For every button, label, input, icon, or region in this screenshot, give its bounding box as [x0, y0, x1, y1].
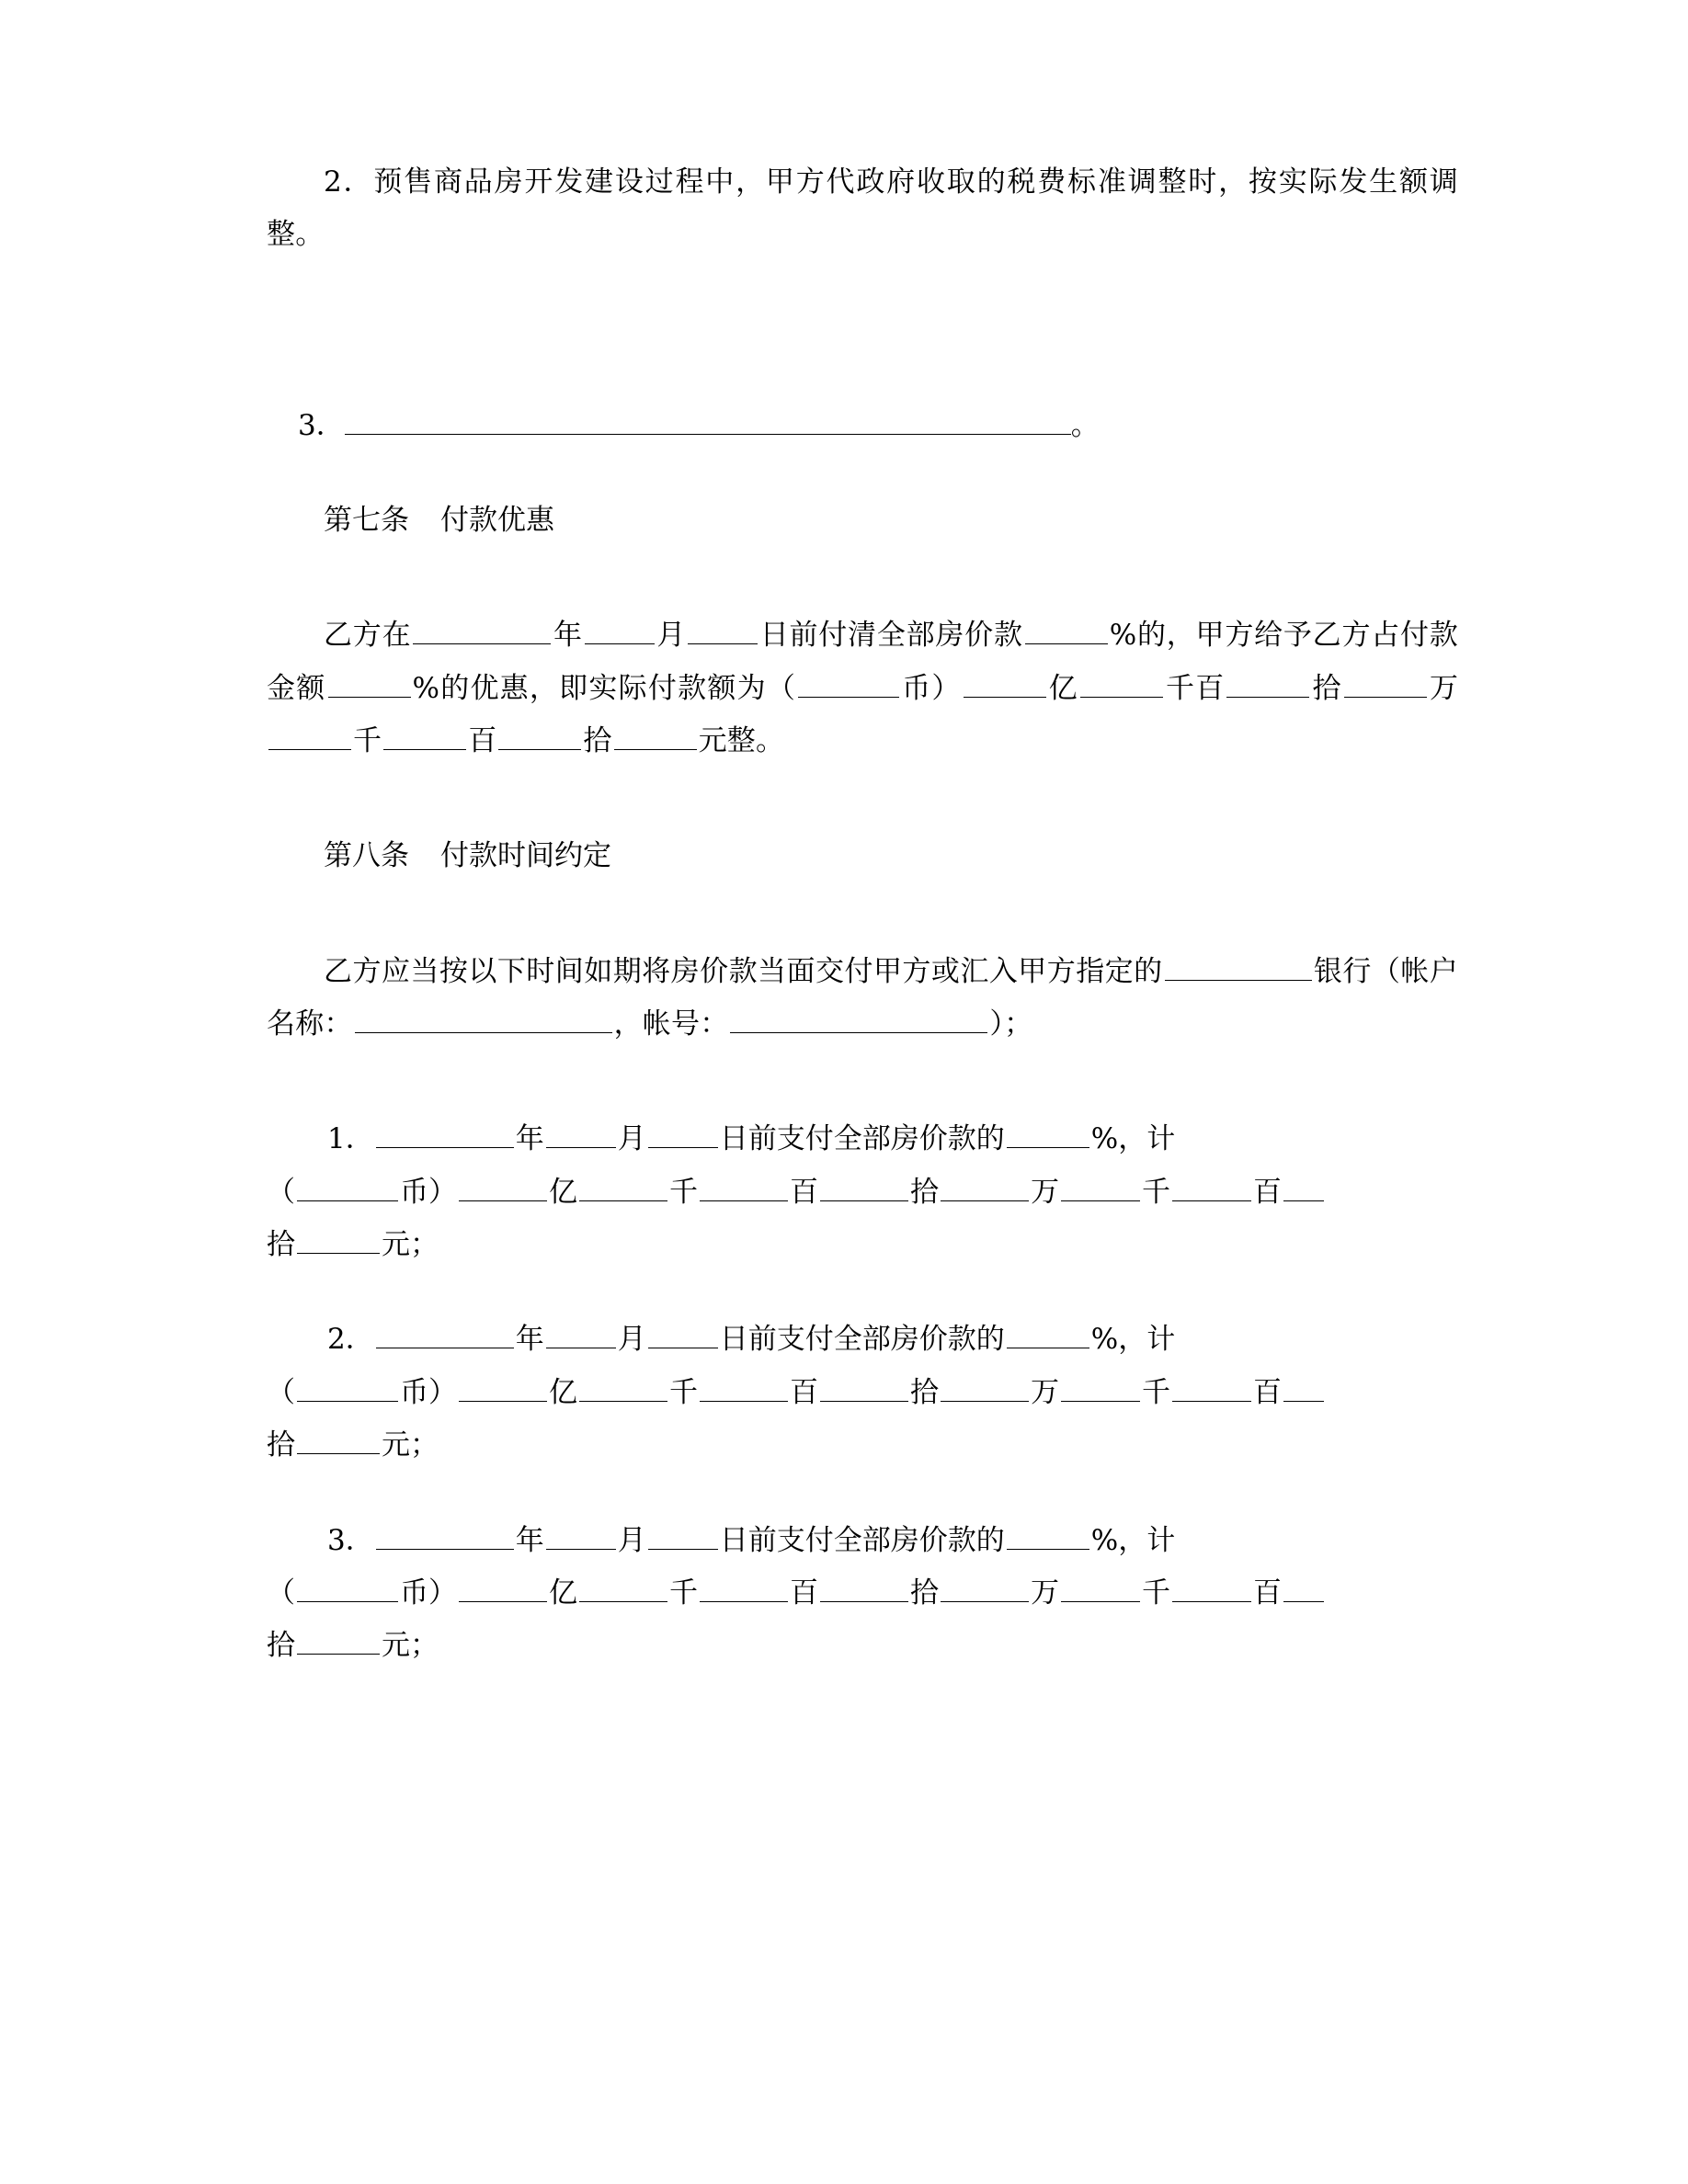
clause-7-body — [267, 609, 1458, 768]
spacer — [267, 547, 1458, 609]
text-segment: 千 — [669, 1175, 698, 1209]
text-segment: 亿 — [549, 1375, 577, 1409]
text-segment: 年 — [515, 1323, 544, 1357]
text-segment: （ — [267, 1575, 295, 1610]
blank-yi[interactable] — [459, 1568, 547, 1602]
text-segment: 乙方占付款金额 — [267, 619, 1459, 705]
text-segment: 月 — [617, 1323, 646, 1357]
blank-shi-pre[interactable] — [1283, 1568, 1324, 1602]
blank-bai[interactable] — [700, 1568, 788, 1602]
clause-8-intro — [267, 946, 1458, 1052]
blank-yuan[interactable] — [297, 1621, 380, 1655]
spacer — [267, 768, 1458, 830]
spacer — [267, 452, 1458, 495]
spacer — [267, 1051, 1458, 1113]
clause-6-item-2 — [267, 156, 1458, 262]
blank-month[interactable] — [585, 611, 655, 645]
text-segment: 千 — [669, 1575, 698, 1610]
blank-currency[interactable] — [297, 1368, 398, 1402]
item-number: 3． — [298, 408, 345, 442]
blank-amount-shi-2[interactable] — [614, 716, 697, 750]
blank-qian-2[interactable] — [1061, 1568, 1140, 1602]
payment-line-3 — [267, 1515, 1458, 1567]
blank-percent[interactable] — [1025, 611, 1108, 645]
blank-amount-wan[interactable] — [268, 716, 351, 750]
item-number: 2． — [324, 165, 374, 199]
blank-year[interactable] — [413, 611, 551, 645]
text-segment: 年 — [553, 619, 583, 653]
spacer — [267, 1473, 1458, 1515]
text-segment: 银行（帐户名称： — [267, 954, 1459, 1041]
text-segment: %，计 — [1090, 1122, 1176, 1156]
blank-wan[interactable] — [941, 1568, 1029, 1602]
blank-amount-qian-2[interactable] — [383, 716, 466, 750]
blank-bai-2[interactable] — [1172, 1167, 1251, 1201]
payment-amount-tail-3 — [267, 1620, 1458, 1672]
blank-month[interactable] — [546, 1115, 616, 1149]
text-segment: 币） — [400, 1575, 457, 1610]
text-segment: 万 — [1428, 671, 1459, 705]
text-segment: 亿 — [549, 1175, 577, 1209]
text-segment: 乙方在 — [324, 619, 412, 653]
item-text: 预售商品房开发建设过程中，甲方代政府收取的税费标准调整时，按实际发生额调整。 — [267, 165, 1459, 252]
text-segment: 元； — [382, 1228, 439, 1262]
payment-amount-line-2 — [267, 1367, 1458, 1419]
item-trailing: 。 — [1070, 408, 1100, 442]
text-segment: 元； — [382, 1428, 439, 1462]
text-segment: 千 — [669, 1375, 698, 1409]
text-segment: 拾 — [583, 724, 612, 758]
payment-line-2 — [267, 1314, 1458, 1366]
clause-7-heading — [267, 495, 1458, 547]
text-segment: 千 — [1142, 1575, 1170, 1610]
spacer — [267, 1271, 1458, 1314]
payment-item-2 — [267, 1314, 1458, 1472]
text-segment: 千 — [1164, 671, 1196, 705]
blank-month[interactable] — [546, 1315, 616, 1349]
text-segment: %，计 — [1090, 1523, 1176, 1557]
text-segment: 月 — [656, 619, 687, 653]
blank-shi-pre[interactable] — [1283, 1368, 1324, 1402]
payment-amount-tail-1 — [267, 1219, 1458, 1271]
text-segment: 万 — [1031, 1575, 1059, 1610]
blank-bai-2[interactable] — [1172, 1568, 1251, 1602]
text-segment: 万 — [1031, 1375, 1059, 1409]
text-segment: 拾 — [267, 1428, 295, 1462]
text-segment: 拾 — [910, 1375, 939, 1409]
item-number: 2． — [327, 1323, 374, 1357]
text-segment: 千 — [353, 724, 382, 758]
blank-qian[interactable] — [579, 1568, 667, 1602]
blank-amount-yi[interactable] — [964, 664, 1046, 698]
text-segment: %的，甲方给予 — [1109, 619, 1313, 653]
text-segment: 百 — [468, 724, 497, 758]
clause-8-heading — [267, 830, 1458, 882]
payment-item-1 — [267, 1113, 1458, 1271]
blank-yuan[interactable] — [297, 1421, 380, 1455]
text-segment: 千 — [1142, 1375, 1170, 1409]
blank-qian-2[interactable] — [1061, 1368, 1140, 1402]
text-segment: 年 — [515, 1523, 544, 1557]
blank-percent-2[interactable] — [328, 664, 411, 698]
text-segment: ）； — [989, 1007, 1033, 1041]
item-number: 3． — [327, 1523, 374, 1557]
blank-day[interactable] — [648, 1115, 718, 1149]
blank-bai[interactable] — [700, 1368, 788, 1402]
text-segment: ，帐号： — [613, 1007, 729, 1041]
text-segment: 日前支付全部房价款的 — [719, 1122, 1005, 1156]
text-segment: 拾 — [910, 1575, 939, 1610]
blank-day[interactable] — [688, 611, 758, 645]
text-segment: 千 — [1142, 1175, 1170, 1209]
text-segment: 币） — [400, 1375, 457, 1409]
text-segment: 拾 — [267, 1629, 295, 1663]
blank-bank[interactable] — [1165, 947, 1312, 981]
blank-year[interactable] — [376, 1315, 514, 1349]
payment-amount-line-3 — [267, 1567, 1458, 1620]
text-segment: 拾 — [1311, 671, 1342, 705]
payment-line-1 — [267, 1113, 1458, 1166]
text-segment: 乙方应当按以下时间如期将房价款当面交付甲方或汇入甲方指定的 — [324, 954, 1163, 988]
payment-amount-tail-2 — [267, 1419, 1458, 1472]
blank-shi[interactable] — [820, 1167, 908, 1201]
text-segment: 元； — [382, 1629, 439, 1663]
blank-percent[interactable] — [1007, 1315, 1089, 1349]
text-segment: 拾 — [910, 1175, 939, 1209]
text-segment: 日前支付全部房价款的 — [719, 1323, 1005, 1357]
text-segment: 百 — [790, 1175, 818, 1209]
blank-yi[interactable] — [459, 1167, 547, 1201]
blank-currency[interactable] — [297, 1568, 398, 1602]
text-segment: 百 — [1253, 1375, 1282, 1409]
payment-amount-line-1 — [267, 1166, 1458, 1219]
item-number: 1． — [327, 1122, 374, 1156]
blank-amount-bai[interactable] — [1226, 664, 1309, 698]
blank-amount-shi[interactable] — [1344, 664, 1427, 698]
blank-day[interactable] — [648, 1516, 718, 1550]
blank-account-name[interactable] — [355, 999, 612, 1033]
blank-day[interactable] — [648, 1315, 718, 1349]
text-segment: 百 — [790, 1575, 818, 1610]
text-segment: 亿 — [1047, 671, 1078, 705]
clause-7-number: 第七条 — [324, 504, 409, 538]
text-segment: 百 — [1195, 671, 1226, 705]
blank-wan[interactable] — [941, 1368, 1029, 1402]
text-segment: 亿 — [549, 1575, 577, 1610]
spacer — [267, 262, 1458, 400]
blank-percent[interactable] — [1007, 1115, 1089, 1149]
blank-month[interactable] — [546, 1516, 616, 1550]
clause-6-item-3 — [267, 400, 1458, 452]
blank-amount-bai-2[interactable] — [498, 716, 581, 750]
blank-yi[interactable] — [459, 1368, 547, 1402]
blank-yuan[interactable] — [297, 1220, 380, 1254]
text-segment: 百 — [1253, 1175, 1282, 1209]
text-segment: 百 — [790, 1375, 818, 1409]
text-segment: 元整。 — [698, 724, 785, 758]
text-segment: 日前付清全部房价款 — [759, 619, 1023, 653]
text-segment: 币） — [901, 671, 962, 705]
clause-8-number: 第八条 — [324, 839, 409, 873]
blank-account-number[interactable] — [730, 999, 987, 1033]
clause-7-title: 付款优惠 — [440, 504, 554, 538]
text-segment: 月 — [617, 1523, 646, 1557]
blank-amount-qian[interactable] — [1080, 664, 1163, 698]
blank-wan[interactable] — [941, 1167, 1029, 1201]
payment-item-3 — [267, 1515, 1458, 1673]
text-segment: 万 — [1031, 1175, 1059, 1209]
text-segment: （ — [267, 1375, 295, 1409]
blank-qian[interactable] — [579, 1368, 667, 1402]
text-segment: （ — [267, 1175, 295, 1209]
blank-year[interactable] — [376, 1516, 514, 1550]
blank-bai[interactable] — [700, 1167, 788, 1201]
blank-qian-2[interactable] — [1061, 1167, 1140, 1201]
blank-shi[interactable] — [820, 1568, 908, 1602]
text-segment: 日前支付全部房价款的 — [719, 1523, 1005, 1557]
text-segment: 百 — [1253, 1575, 1282, 1610]
text-segment: 拾 — [267, 1228, 295, 1262]
blank-year[interactable] — [376, 1115, 514, 1149]
blank-bai-2[interactable] — [1172, 1368, 1251, 1402]
text-segment: 币） — [400, 1175, 457, 1209]
spacer — [267, 883, 1458, 946]
blank-percent[interactable] — [1007, 1516, 1089, 1550]
text-segment: 月 — [617, 1122, 646, 1156]
blank-qian[interactable] — [579, 1167, 667, 1201]
blank-shi[interactable] — [820, 1368, 908, 1402]
blank-currency[interactable] — [798, 664, 899, 698]
text-segment: 年 — [515, 1122, 544, 1156]
clause-8-title: 付款时间约定 — [440, 839, 611, 873]
blank-fill-line[interactable] — [345, 401, 1071, 435]
text-segment: %的优惠，即实际付款额为（ — [412, 671, 797, 705]
text-segment: %，计 — [1090, 1323, 1176, 1357]
blank-shi-pre[interactable] — [1283, 1167, 1324, 1201]
blank-currency[interactable] — [297, 1167, 398, 1201]
